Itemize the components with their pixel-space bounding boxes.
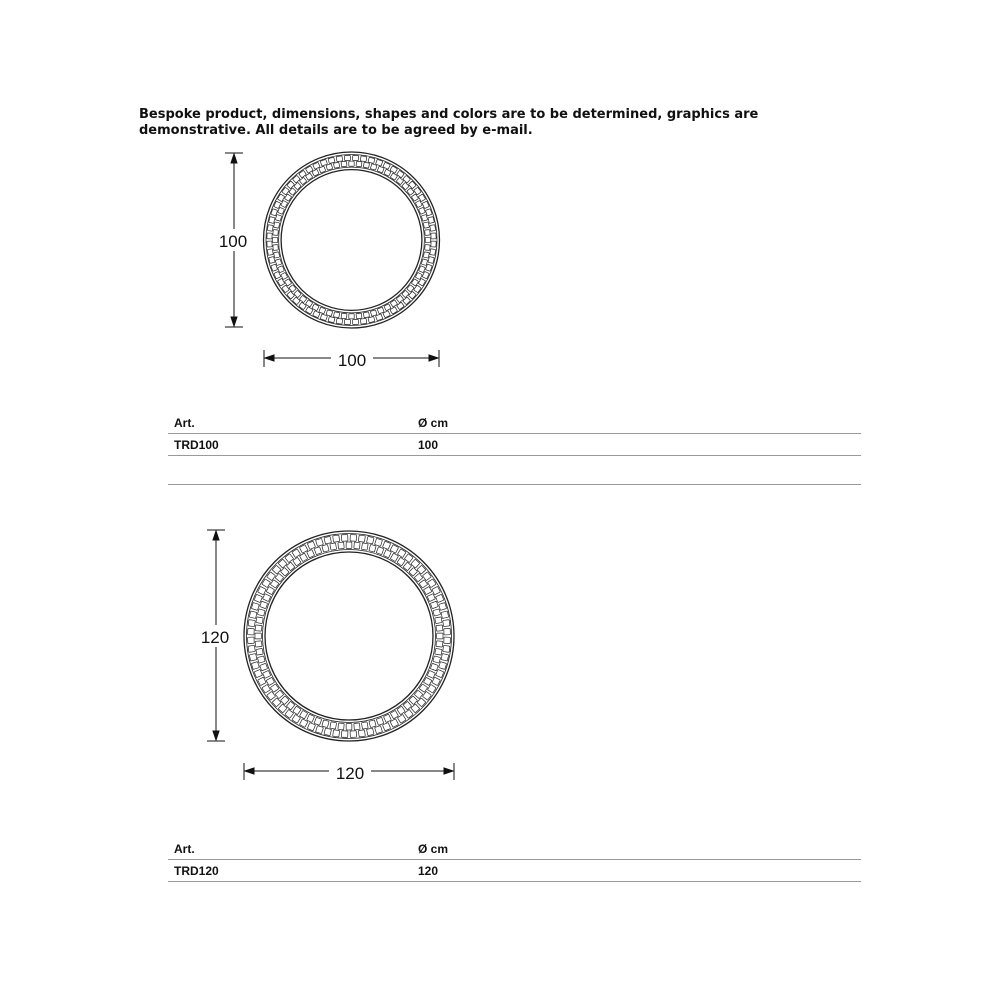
- mosaic-tile: [260, 601, 268, 609]
- mosaic-tile: [427, 594, 435, 602]
- height-arrow-top: [213, 531, 219, 540]
- mosaic-tile: [322, 720, 329, 728]
- mosaic-tile: [375, 538, 383, 546]
- mosaic-tile: [255, 633, 261, 639]
- diameter-value: 120: [418, 864, 439, 878]
- width-arrow-left: [245, 768, 254, 774]
- disclaimer-line-2: demonstrative. All details are to be agreed by e-mail.: [139, 123, 533, 138]
- mosaic-tile: [354, 723, 360, 730]
- ring-outline: [265, 552, 433, 720]
- mosaic-tile: [346, 724, 352, 730]
- width-label-trd120: 120: [335, 764, 365, 783]
- mosaic-tile: [255, 641, 262, 647]
- mosaic-tile: [354, 542, 360, 549]
- mosaic-tile: [376, 547, 384, 555]
- mosaic-tile: [322, 544, 329, 552]
- mosaic-tile: [361, 543, 368, 550]
- mosaic-tile: [367, 536, 374, 544]
- header-diameter: Ø cm: [418, 416, 449, 430]
- mosaic-tile: [338, 542, 344, 549]
- mosaic-tile: [307, 714, 315, 722]
- mosaic-tile: [333, 730, 340, 737]
- mosaic-tile: [257, 656, 265, 663]
- mosaic-tile: [341, 731, 347, 738]
- mosaic-tile: [427, 670, 435, 678]
- mosaic-tile: [430, 663, 438, 671]
- mosaic-tile: [443, 620, 450, 627]
- height-label-trd100: 100: [218, 232, 248, 251]
- mosaic-tile: [436, 625, 443, 631]
- mosaic-tile: [330, 722, 337, 729]
- mosaic-tile: [263, 670, 271, 678]
- table-header-row: [168, 838, 861, 860]
- mosaic-tile: [439, 603, 447, 611]
- mosaic-tile: [257, 609, 265, 616]
- mosaic-tile: [361, 722, 368, 729]
- header-art: Art.: [174, 842, 195, 856]
- mosaic-tile: [256, 617, 263, 624]
- mosaic-tile: [248, 637, 255, 643]
- mosaic-tile: [248, 620, 255, 627]
- mosaic-tile: [367, 728, 374, 736]
- width-label-trd100: 100: [337, 351, 367, 370]
- mosaic-tile: [307, 550, 315, 558]
- mosaic-tile: [369, 720, 376, 728]
- mosaic-tile: [314, 547, 322, 555]
- mosaic-tile: [441, 611, 449, 618]
- ring-outline: [247, 534, 452, 739]
- mosaic-tile: [383, 550, 391, 558]
- mirror-ring-trd120: [244, 531, 454, 741]
- mosaic-tile: [251, 662, 259, 670]
- spec-table-trd120: [168, 838, 861, 882]
- mosaic-tile: [444, 628, 451, 634]
- mosaic-tile: [376, 717, 384, 725]
- mosaic-tile: [248, 628, 255, 634]
- mosaic-tile: [249, 611, 257, 618]
- diameter-value: 100: [418, 438, 439, 452]
- mosaic-tile: [382, 541, 390, 549]
- mosaic-tile: [249, 654, 257, 661]
- mosaic-tile: [433, 609, 441, 616]
- mosaic-tile: [263, 594, 271, 602]
- disclaimer-line-1: Bespoke product, dimensions, shapes and colors are to be determined, graphics are: [139, 107, 759, 122]
- article-code: TRD120: [174, 864, 219, 878]
- mosaic-tile: [251, 603, 259, 611]
- mosaic-tile: [324, 536, 331, 544]
- mosaic-tile: [444, 637, 451, 643]
- mosaic-tile: [254, 594, 262, 602]
- mosaic-tile: [350, 535, 356, 542]
- article-code: TRD100: [174, 438, 219, 452]
- mosaic-tile: [436, 669, 444, 677]
- mosaic-tile: [375, 726, 383, 734]
- mosaic-tile: [430, 601, 438, 609]
- mosaic-tile: [333, 535, 340, 542]
- mosaic-tile: [358, 535, 365, 542]
- width-arrow-right: [444, 768, 453, 774]
- mosaic-tile: [435, 648, 442, 655]
- ring-outline: [263, 550, 436, 723]
- table-row: [168, 860, 861, 882]
- mosaic-tile: [307, 723, 315, 731]
- mosaic-tile: [382, 723, 390, 731]
- mosaic-tile: [436, 594, 444, 602]
- mosaic-tile: [436, 641, 443, 647]
- mosaic-tile: [346, 542, 352, 548]
- mosaic-tile: [341, 535, 347, 542]
- mosaic-tile: [433, 656, 441, 663]
- mosaic-tile: [435, 617, 442, 624]
- mosaic-tile: [437, 633, 443, 639]
- mosaic-tile: [254, 669, 262, 677]
- mosaic-tile: [248, 645, 255, 652]
- mosaic-tile: [441, 654, 449, 661]
- mosaic-tile: [324, 728, 331, 736]
- mosaic-tile: [338, 723, 344, 730]
- mosaic-tile: [369, 544, 376, 552]
- mosaic-tile: [316, 726, 324, 734]
- mosaic-tile: [330, 543, 337, 550]
- mosaic-tile: [350, 731, 356, 738]
- header-diameter: Ø cm: [418, 842, 449, 856]
- mosaic-tile: [358, 730, 365, 737]
- mosaic-tile: [314, 717, 322, 725]
- height-arrow-bottom: [213, 731, 219, 740]
- mosaic-tile: [316, 538, 324, 546]
- mosaic-tile: [383, 714, 391, 722]
- mosaic-tile: [307, 541, 315, 549]
- mosaic-tile: [255, 625, 262, 631]
- ring-outline: [244, 531, 454, 741]
- mosaic-tile: [439, 662, 447, 670]
- mosaic-tile: [256, 648, 263, 655]
- mosaic-tile: [260, 663, 268, 671]
- height-label-trd120: 120: [200, 628, 230, 647]
- mosaic-tile: [443, 645, 450, 652]
- header-art: Art.: [174, 416, 195, 430]
